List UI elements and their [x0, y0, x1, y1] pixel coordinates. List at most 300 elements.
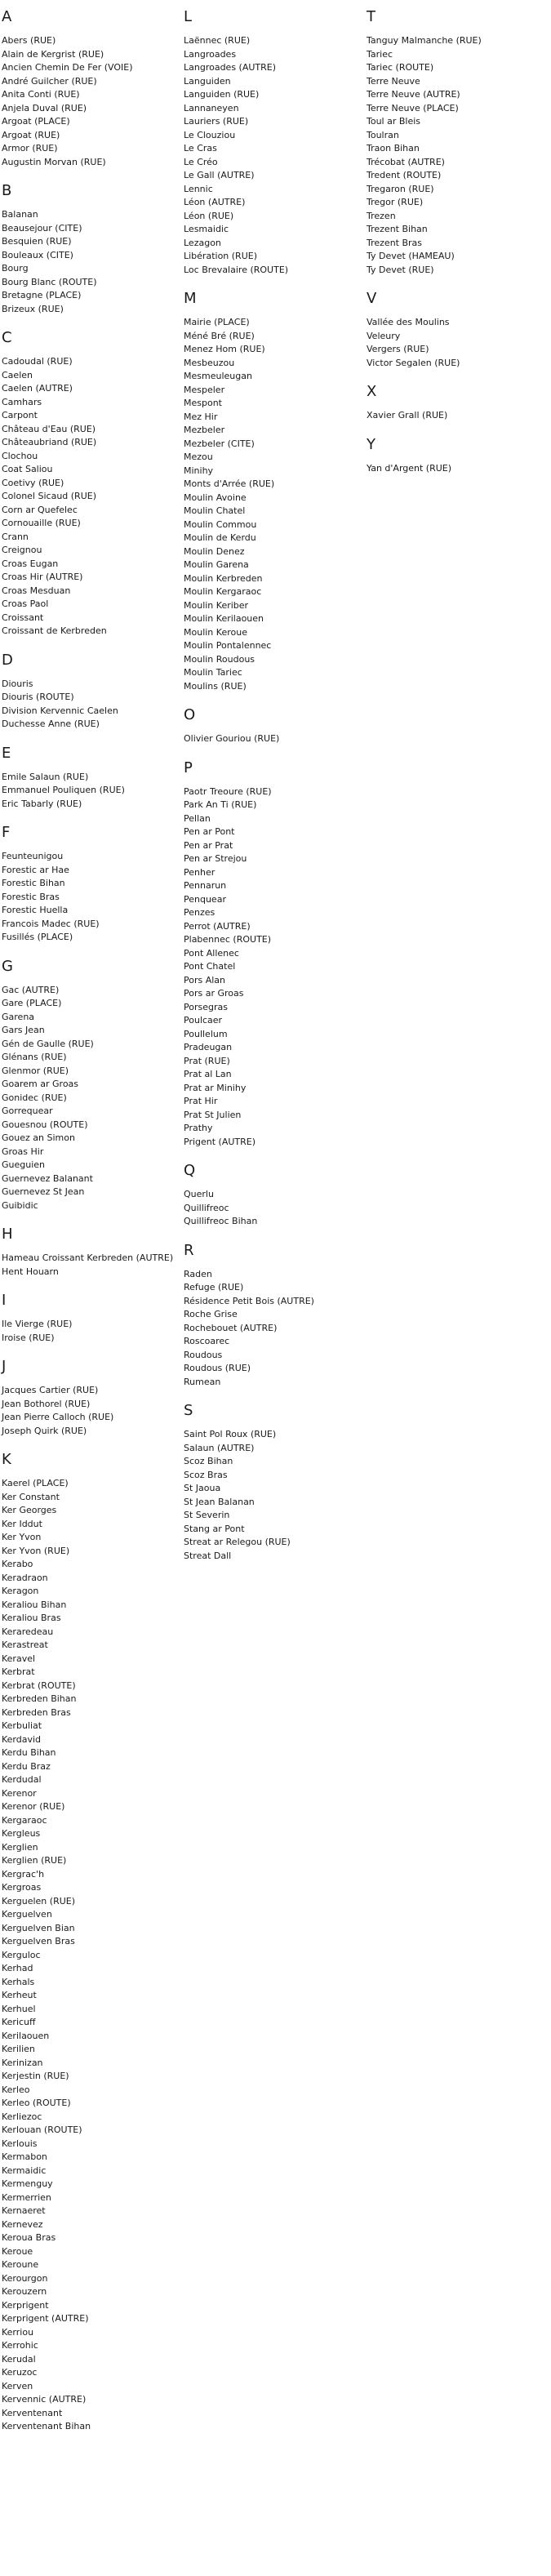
- street-link[interactable]: Tariec (ROUTE): [367, 62, 434, 73]
- street-link[interactable]: Kerventenant Bihan: [2, 2421, 91, 2431]
- street-link[interactable]: Le Cras: [184, 143, 217, 153]
- street-link[interactable]: Languiden: [184, 75, 231, 87]
- street-list: [2, 771, 169, 812]
- street-link[interactable]: Jacques Cartier (RUE): [2, 1385, 99, 1395]
- street-link[interactable]: Kerven: [2, 2380, 33, 2391]
- street-link[interactable]: Monts d'Arrée (RUE): [184, 478, 275, 489]
- street-link[interactable]: Pen ar Strejou: [184, 853, 247, 864]
- street-link[interactable]: Lesmaidic: [184, 224, 229, 234]
- street-link[interactable]: Bourg: [2, 263, 29, 274]
- street-link[interactable]: Eric Tabarly (RUE): [2, 798, 82, 809]
- street-link[interactable]: Prathy: [184, 1123, 213, 1133]
- street-link[interactable]: Langroades: [184, 48, 237, 60]
- street-link[interactable]: Kerriou: [2, 2326, 34, 2338]
- street-link[interactable]: Châteaubriand (RUE): [2, 437, 97, 447]
- street-link[interactable]: Kerliezoc: [2, 2111, 42, 2122]
- street-link[interactable]: Ker Iddut: [2, 1518, 42, 1529]
- street-link[interactable]: Gouez an Simon: [2, 1132, 75, 1143]
- street-link[interactable]: Mespont: [184, 398, 222, 408]
- street-list: [367, 34, 534, 277]
- street-link[interactable]: Mezbeler (CITE): [184, 438, 255, 449]
- street-link[interactable]: Terre Neuve (PLACE): [367, 102, 459, 113]
- street-link[interactable]: Iroise (RUE): [2, 1332, 55, 1343]
- section-letter: M: [184, 290, 197, 307]
- street-link[interactable]: Kerdu Bihan: [2, 1747, 56, 1758]
- street-link[interactable]: Saint Pol Roux (RUE): [184, 1429, 277, 1439]
- street-link[interactable]: Vergers (RUE): [367, 344, 429, 354]
- street-link[interactable]: Rochebouet (AUTRE): [184, 1322, 278, 1333]
- street-link[interactable]: Querlu: [184, 1189, 214, 1199]
- street-link[interactable]: Garena: [2, 1011, 35, 1022]
- section-letter: H: [2, 1226, 13, 1243]
- street-link[interactable]: Streat Dall: [184, 1550, 232, 1561]
- street-link[interactable]: Kerguloc: [2, 1949, 41, 1960]
- street-link[interactable]: Moulin de Kerdu: [184, 532, 256, 543]
- section-letter: I: [2, 1292, 7, 1309]
- street-link[interactable]: Kerglien: [2, 1841, 38, 1853]
- street-link[interactable]: Kerdu Braz: [2, 1760, 51, 1772]
- street-link[interactable]: Le Créo: [184, 156, 218, 167]
- street-link[interactable]: Kerheut: [2, 1990, 37, 2000]
- street-link[interactable]: Trécobat (AUTRE): [367, 156, 445, 167]
- street-link[interactable]: Kerilaouen: [2, 2030, 50, 2041]
- street-link[interactable]: Moulin Chatel: [184, 505, 246, 516]
- street-link[interactable]: Moulin Garena: [184, 559, 249, 570]
- street-link[interactable]: Toulran: [367, 129, 399, 140]
- street-link[interactable]: Kerdavid: [2, 1733, 42, 1745]
- street-link[interactable]: Kerbuliat: [2, 1720, 42, 1731]
- street-link[interactable]: Diouris: [2, 678, 33, 689]
- street-link[interactable]: Croas Paol: [2, 598, 49, 609]
- street-link[interactable]: Mesbeuzou: [184, 357, 235, 368]
- street-link[interactable]: Kericuff: [2, 2017, 36, 2027]
- street-list: [2, 984, 169, 1213]
- street-link[interactable]: Kerinizan: [2, 2057, 43, 2068]
- street-link[interactable]: Bourg Blanc (ROUTE): [2, 276, 97, 287]
- street-link[interactable]: Hameau Croissant Kerbreden (AUTRE): [2, 1252, 174, 1263]
- street-link[interactable]: Crann: [2, 531, 29, 542]
- street-link[interactable]: Mezou: [184, 452, 213, 462]
- street-link[interactable]: Keradraon: [2, 1572, 48, 1583]
- street-link[interactable]: Penher: [184, 866, 216, 878]
- street-link[interactable]: Mespeler: [184, 384, 225, 395]
- section-letter: B: [2, 182, 12, 199]
- street-link[interactable]: Moulin Kergaraoc: [184, 586, 262, 597]
- street-link[interactable]: Corn ar Quefelec: [2, 504, 78, 515]
- street-link[interactable]: Kerprigent: [2, 2299, 49, 2311]
- street-link[interactable]: Menez Hom (RUE): [184, 344, 265, 354]
- street-link[interactable]: Creignou: [2, 545, 42, 555]
- street-link[interactable]: Pont Chatel: [184, 961, 236, 972]
- street-link[interactable]: Tariec: [367, 48, 393, 60]
- street-link[interactable]: Anjela Duval (RUE): [2, 102, 87, 113]
- street-link[interactable]: Pen ar Prat: [184, 839, 233, 851]
- street-link[interactable]: Division Kervennic Caelen: [2, 705, 118, 716]
- street-link[interactable]: Prat St Julien: [184, 1109, 242, 1120]
- street-link[interactable]: Kerguelen (RUE): [2, 1895, 76, 1906]
- street-link[interactable]: Pennarun: [184, 880, 227, 891]
- street-link[interactable]: Terre Neuve: [367, 75, 420, 87]
- street-link[interactable]: Pellan: [184, 812, 211, 824]
- street-link[interactable]: Pors Alan: [184, 974, 226, 985]
- street-link[interactable]: Moulin Keroue: [184, 626, 247, 638]
- street-link[interactable]: Streat ar Relegou (RUE): [184, 1537, 291, 1547]
- street-link[interactable]: Francois Madec (RUE): [2, 918, 100, 929]
- street-link[interactable]: Victor Segalen (RUE): [367, 357, 460, 368]
- street-link[interactable]: Kernaeret: [2, 2205, 46, 2216]
- street-link[interactable]: Gars Jean: [2, 1025, 45, 1035]
- street-link[interactable]: Croas Eugan: [2, 558, 59, 569]
- street-link[interactable]: Keroune: [2, 2259, 39, 2270]
- street-link[interactable]: Park An Ti (RUE): [184, 799, 257, 810]
- street-link[interactable]: Plabennec (ROUTE): [184, 934, 272, 945]
- street-link[interactable]: Ty Devet (HAMEAU): [367, 251, 455, 261]
- street-link[interactable]: Guernevez Balanant: [2, 1172, 93, 1184]
- street-link[interactable]: St Severin: [184, 1510, 230, 1520]
- street-link[interactable]: Mezbeler: [184, 425, 225, 435]
- street-link[interactable]: Ker Yvon: [2, 1532, 42, 1542]
- street-link[interactable]: Joseph Quirk (RUE): [2, 1425, 87, 1436]
- street-link[interactable]: Pors ar Groas: [184, 988, 244, 999]
- street-link[interactable]: Alain de Kergrist (RUE): [2, 48, 104, 60]
- street-list: [2, 208, 169, 316]
- street-link[interactable]: Balanan: [2, 209, 38, 220]
- street-link[interactable]: Prat ar Minihy: [184, 1082, 247, 1093]
- street-link[interactable]: Kerguelven Bras: [2, 1936, 75, 1946]
- street-link[interactable]: Perrot (AUTRE): [184, 920, 251, 932]
- street-link[interactable]: Duchesse Anne (RUE): [2, 719, 100, 729]
- street-link[interactable]: Mesmeuleugan: [184, 371, 252, 381]
- street-link[interactable]: Croissant de Kerbreden: [2, 625, 107, 636]
- street-link[interactable]: Moulins (RUE): [184, 680, 247, 692]
- street-link[interactable]: Keravel: [2, 1653, 36, 1664]
- street-link[interactable]: Coetivy (RUE): [2, 477, 64, 488]
- street-link[interactable]: Kerdudal: [2, 1774, 42, 1785]
- street-link[interactable]: Roudous (RUE): [184, 1363, 251, 1373]
- street-link[interactable]: Ker Constant: [2, 1491, 60, 1502]
- street-link[interactable]: Gouesnou (ROUTE): [2, 1119, 88, 1130]
- street-link[interactable]: Yan d'Argent (RUE): [367, 462, 452, 474]
- street-link[interactable]: Brizeux (RUE): [2, 303, 64, 314]
- street-link[interactable]: Jean Pierre Calloch (RUE): [2, 1412, 114, 1422]
- street-link[interactable]: Roche Grise: [184, 1309, 238, 1319]
- street-link[interactable]: Bouleaux (CITE): [2, 249, 73, 260]
- street-link[interactable]: Kergleus: [2, 1828, 41, 1839]
- street-link[interactable]: Langroades (AUTRE): [184, 62, 277, 73]
- section-letter: Y: [367, 435, 375, 453]
- street-link[interactable]: Cornouaille (RUE): [2, 518, 81, 528]
- street-link[interactable]: Forestic Bras: [2, 891, 60, 902]
- street-link[interactable]: Croissant: [2, 612, 44, 623]
- street-link[interactable]: Jean Bothorel (RUE): [2, 1398, 91, 1409]
- street-link[interactable]: Roudous: [184, 1349, 223, 1360]
- street-link[interactable]: Keragon: [2, 1586, 39, 1596]
- street-link[interactable]: Languiden (RUE): [184, 89, 260, 100]
- street-link[interactable]: Argoat (PLACE): [2, 116, 70, 127]
- street-link[interactable]: Gonidec (RUE): [2, 1092, 67, 1103]
- street-link[interactable]: Beausejour (CITE): [2, 222, 82, 234]
- street-link[interactable]: Kerglien (RUE): [2, 1855, 67, 1866]
- street-link[interactable]: Xavier Grall (RUE): [367, 410, 448, 420]
- street-link[interactable]: Pont Allenec: [184, 947, 239, 959]
- street-link[interactable]: Fusillés (PLACE): [2, 932, 73, 942]
- street-link[interactable]: Kergroas: [2, 1882, 42, 1893]
- street-link[interactable]: Raden: [184, 1268, 212, 1279]
- street-link[interactable]: Keraliou Bras: [2, 1613, 61, 1623]
- street-link[interactable]: Kerbreden Bihan: [2, 1693, 77, 1704]
- street-list: [2, 850, 169, 945]
- street-link[interactable]: Quillifreoc Bihan: [184, 1216, 258, 1226]
- street-link[interactable]: Kerleo: [2, 2084, 30, 2095]
- street-link[interactable]: Château d'Eau (RUE): [2, 423, 96, 434]
- street-link[interactable]: Léon (RUE): [184, 210, 234, 221]
- street-link[interactable]: Prat al Lan: [184, 1069, 232, 1079]
- street-list: [184, 732, 351, 746]
- street-link[interactable]: Emmanuel Pouliquen (RUE): [2, 785, 125, 795]
- street-link[interactable]: Pen ar Pont: [184, 826, 235, 837]
- street-link[interactable]: Tredent (ROUTE): [367, 170, 442, 180]
- street-link[interactable]: Prigent (AUTRE): [184, 1136, 256, 1147]
- street-link[interactable]: Moulin Pontalennec: [184, 640, 272, 651]
- section-p: [184, 759, 351, 1150]
- street-link[interactable]: St Jaoua: [184, 1483, 221, 1493]
- street-link[interactable]: Kernevez: [2, 2218, 43, 2230]
- street-link[interactable]: Laënnec (RUE): [184, 35, 251, 46]
- section-c: [2, 329, 169, 638]
- street-link[interactable]: Cadoudal (RUE): [2, 356, 73, 367]
- street-link[interactable]: Moulin Denez: [184, 545, 245, 557]
- street-link[interactable]: Kerenor (RUE): [2, 1801, 65, 1812]
- street-link[interactable]: Kerprigent (AUTRE): [2, 2313, 89, 2324]
- street-link[interactable]: Minihy: [184, 465, 214, 476]
- street-link[interactable]: Prat (RUE): [184, 1055, 230, 1066]
- street-link[interactable]: Ker Georges: [2, 1505, 57, 1515]
- street-link[interactable]: Keroua Bras: [2, 2232, 56, 2243]
- street-link[interactable]: Kerbreden Bras: [2, 1706, 71, 1718]
- street-link[interactable]: Colonel Sicaud (RUE): [2, 491, 96, 501]
- street-link[interactable]: Moulin Avoine: [184, 492, 247, 503]
- section-l: [184, 8, 351, 277]
- street-link[interactable]: Olivier Gouriou (RUE): [184, 733, 280, 744]
- street-link[interactable]: Gorrequear: [2, 1106, 53, 1116]
- street-link[interactable]: Kerlouis: [2, 2138, 38, 2149]
- street-link[interactable]: Kermabon: [2, 2151, 47, 2162]
- section-e: [2, 745, 169, 812]
- street-link[interactable]: Penquear: [184, 893, 226, 905]
- section-letter: R: [184, 1241, 194, 1259]
- street-link[interactable]: Kerbrat (ROUTE): [2, 1680, 76, 1691]
- street-list: [184, 1188, 351, 1229]
- street-link[interactable]: Kerouzern: [2, 2286, 47, 2297]
- street-link[interactable]: Kermaidic: [2, 2164, 47, 2176]
- section-letter: X: [367, 383, 377, 400]
- street-link[interactable]: Kerudal: [2, 2353, 36, 2365]
- street-link[interactable]: Gare (PLACE): [2, 998, 62, 1008]
- street-link[interactable]: Scoz Bihan: [184, 1456, 233, 1466]
- street-link[interactable]: Léon (AUTRE): [184, 197, 246, 207]
- street-link[interactable]: Poullelum: [184, 1028, 228, 1039]
- street-link[interactable]: Bretagne (PLACE): [2, 290, 82, 300]
- street-link[interactable]: Tanguy Malmanche (RUE): [367, 35, 482, 46]
- street-link[interactable]: Besquien (RUE): [2, 236, 72, 247]
- street-link[interactable]: Emile Salaun (RUE): [2, 771, 89, 782]
- street-link[interactable]: Coat Saliou: [2, 464, 53, 474]
- street-link[interactable]: Kerguelven Bian: [2, 1922, 75, 1933]
- street-link[interactable]: Terre Neuve (AUTRE): [367, 89, 460, 100]
- section-letter: A: [2, 8, 12, 25]
- street-list: [2, 34, 169, 169]
- street-link[interactable]: Kergaraoc: [2, 1814, 47, 1826]
- street-link[interactable]: Lauriers (RUE): [184, 116, 249, 127]
- street-link[interactable]: Hent Houarn: [2, 1266, 59, 1277]
- street-link[interactable]: Kerguelven: [2, 1909, 52, 1920]
- column-3: [367, 8, 534, 488]
- street-link[interactable]: Kaerel (PLACE): [2, 1478, 69, 1488]
- section-letter: V: [367, 290, 377, 307]
- street-link[interactable]: Kermenguy: [2, 2178, 53, 2189]
- section-a: [2, 8, 169, 169]
- street-link[interactable]: Moulin Keriber: [184, 599, 249, 611]
- street-link[interactable]: Glenmor (RUE): [2, 1065, 69, 1076]
- street-link[interactable]: Lezagon: [184, 237, 221, 248]
- street-link[interactable]: Salaun (AUTRE): [184, 1442, 255, 1453]
- section-q: [184, 1162, 351, 1229]
- street-link[interactable]: Ancien Chemin De Fer (VOIE): [2, 62, 133, 73]
- street-link[interactable]: Roscoarec: [184, 1336, 230, 1346]
- street-link[interactable]: Pradeugan: [184, 1042, 233, 1052]
- street-link[interactable]: Trezent Bihan: [367, 224, 428, 234]
- street-link[interactable]: Moulin Roudous: [184, 653, 256, 665]
- street-link[interactable]: Loc Brevalaire (ROUTE): [184, 264, 289, 275]
- street-link[interactable]: Paotr Treoure (RUE): [184, 785, 272, 797]
- street-link[interactable]: Forestic Huella: [2, 905, 69, 915]
- street-link[interactable]: Trezen: [367, 210, 396, 221]
- street-link[interactable]: Tregor (RUE): [367, 197, 424, 207]
- street-link[interactable]: Trezent Bras: [367, 237, 423, 248]
- section-letter: K: [2, 1451, 11, 1468]
- street-link[interactable]: Ty Devet (RUE): [367, 264, 434, 275]
- street-link[interactable]: Carpont: [2, 410, 38, 420]
- street-link[interactable]: Rumean: [184, 1376, 221, 1387]
- street-link[interactable]: Diouris (ROUTE): [2, 692, 74, 702]
- street-link[interactable]: Kerilien: [2, 2044, 35, 2054]
- street-link[interactable]: Kervennic (AUTRE): [2, 2394, 87, 2405]
- street-link[interactable]: Ile Vierge (RUE): [2, 1319, 73, 1329]
- street-link[interactable]: Anita Conti (RUE): [2, 89, 80, 100]
- section-letter: L: [184, 8, 193, 25]
- street-link[interactable]: Mairie (PLACE): [184, 317, 250, 327]
- street-link[interactable]: Moulin Commou: [184, 518, 257, 530]
- street-link[interactable]: Gueguien: [2, 1159, 46, 1170]
- street-link[interactable]: Kerlouan (ROUTE): [2, 2124, 82, 2135]
- street-link[interactable]: Mez Hir: [184, 411, 218, 422]
- street-link[interactable]: Kerhad: [2, 1963, 33, 1973]
- street-link[interactable]: Moulin Kerilaouen: [184, 613, 264, 624]
- street-link[interactable]: Prat Hir: [184, 1096, 218, 1106]
- street-link[interactable]: Kerenor: [2, 1787, 37, 1799]
- street-link[interactable]: Refuge (RUE): [184, 1282, 244, 1292]
- street-link[interactable]: Goarem ar Groas: [2, 1079, 79, 1089]
- street-link[interactable]: Caelen (AUTRE): [2, 383, 73, 394]
- street-link[interactable]: Gac (AUTRE): [2, 984, 60, 995]
- street-link[interactable]: Porsegras: [184, 1001, 228, 1012]
- section-letter: D: [2, 651, 13, 669]
- street-link[interactable]: Croas Hir (AUTRE): [2, 572, 83, 582]
- street-link[interactable]: Stang ar Pont: [184, 1523, 245, 1534]
- street-link[interactable]: Kerventenant: [2, 2407, 63, 2418]
- street-link[interactable]: Veleury: [367, 330, 401, 341]
- street-link[interactable]: Lannaneyen: [184, 102, 239, 113]
- street-link[interactable]: Le Gall (AUTRE): [184, 170, 255, 180]
- street-link[interactable]: Kerastreat: [2, 1639, 48, 1650]
- street-link[interactable]: Groas Hir: [2, 1146, 44, 1157]
- street-link[interactable]: Moulin Tariec: [184, 667, 242, 678]
- street-link[interactable]: Tregaron (RUE): [367, 183, 434, 194]
- street-link[interactable]: Résidence Petit Bois (AUTRE): [184, 1295, 314, 1306]
- street-link[interactable]: Kerhuel: [2, 2003, 36, 2014]
- street-link[interactable]: Méné Bré (RUE): [184, 330, 255, 341]
- street-link[interactable]: Forestic ar Hae: [2, 864, 69, 875]
- street-link[interactable]: Moulin Kerbreden: [184, 572, 263, 584]
- section-letter: P: [184, 759, 193, 776]
- street-link[interactable]: Feunteunigou: [2, 851, 64, 861]
- street-link[interactable]: Keruzoc: [2, 2367, 38, 2378]
- street-link[interactable]: Kermerrien: [2, 2191, 51, 2203]
- street-link[interactable]: Argoat (RUE): [2, 129, 60, 140]
- street-link[interactable]: Penzes: [184, 907, 216, 918]
- street-link[interactable]: Guibidic: [2, 1199, 38, 1211]
- street-list: [184, 34, 351, 277]
- street-link[interactable]: Glénans (RUE): [2, 1052, 67, 1062]
- street-link[interactable]: Croas Mesduan: [2, 585, 71, 596]
- column-2: [184, 8, 351, 1576]
- street-link[interactable]: Traon Bihan: [367, 143, 420, 153]
- street-link[interactable]: Kerbrat: [2, 1666, 35, 1677]
- street-link[interactable]: André Guilcher (RUE): [2, 75, 97, 87]
- street-link[interactable]: Kerhals: [2, 1976, 35, 1987]
- section-letter: E: [2, 744, 11, 762]
- street-link[interactable]: Lennic: [184, 183, 213, 194]
- street-link[interactable]: Kerourgon: [2, 2272, 48, 2284]
- street-link[interactable]: Keraliou Bihan: [2, 1599, 67, 1610]
- street-link[interactable]: Quillifreoc: [184, 1202, 229, 1213]
- street-link[interactable]: Toul ar Bleis: [367, 116, 421, 127]
- street-link[interactable]: Scoz Bras: [184, 1469, 228, 1480]
- street-link[interactable]: Caelen: [2, 369, 33, 380]
- street-link[interactable]: Guernevez St Jean: [2, 1186, 85, 1197]
- street-link[interactable]: Gén de Gaulle (RUE): [2, 1038, 94, 1049]
- street-link[interactable]: Abers (RUE): [2, 35, 56, 46]
- street-link[interactable]: Camhars: [2, 396, 42, 407]
- street-link[interactable]: Kerabo: [2, 1559, 33, 1569]
- street-link[interactable]: St Jean Balanan: [184, 1496, 255, 1507]
- street-link[interactable]: Poulcaer: [184, 1015, 223, 1026]
- street-link[interactable]: Augustin Morvan (RUE): [2, 156, 106, 167]
- street-link[interactable]: Kergrac'h: [2, 1868, 45, 1880]
- street-link[interactable]: Vallée des Moulins: [367, 317, 450, 327]
- street-link[interactable]: Kerjestin (RUE): [2, 2071, 69, 2081]
- street-link[interactable]: Keraredeau: [2, 1626, 54, 1637]
- street-link[interactable]: Kerrohic: [2, 2340, 38, 2351]
- street-link[interactable]: Kerleo (ROUTE): [2, 2098, 71, 2108]
- street-link[interactable]: Le Clouziou: [184, 129, 236, 140]
- street-link[interactable]: Ker Yvon (RUE): [2, 1545, 70, 1556]
- street-link[interactable]: Armor (RUE): [2, 143, 58, 153]
- street-link[interactable]: Forestic Bihan: [2, 878, 65, 888]
- street-link[interactable]: Clochou: [2, 450, 38, 461]
- street-link[interactable]: Keroue: [2, 2245, 33, 2257]
- street-link[interactable]: Libération (RUE): [184, 251, 257, 261]
